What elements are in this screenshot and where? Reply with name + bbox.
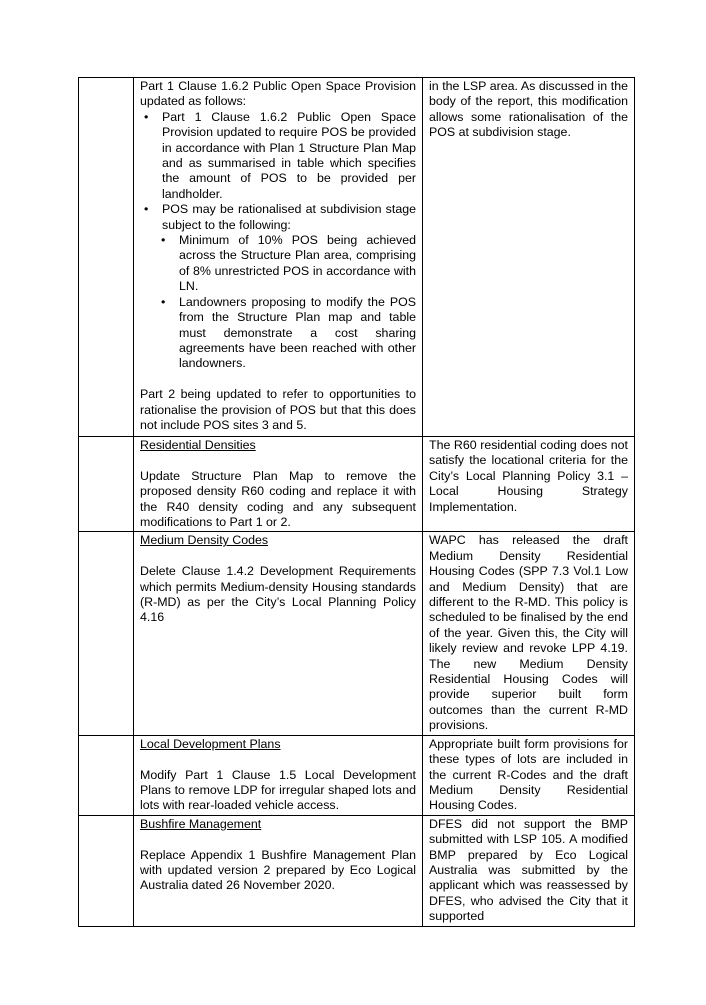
modification-text: Modify Part 1 Clause 1.5 Local Development Plans to remove LDP for irregular shaped lots and lots with rear-loaded vehicle access. [140, 767, 416, 813]
table-row [79, 735, 635, 815]
sub-bullet-list [140, 233, 416, 372]
table-row [79, 78, 635, 437]
closing-paragraph: Part 2 being updated to refer to opportunities to rationalise the provision of POS but that this does not include POS sites 3 and 5. [140, 387, 416, 432]
comment-text: in the LSP area. As discussed in the body of the report, this modification allows some rationalisation of the POS at subdivision stage. [429, 79, 628, 140]
number-cell [79, 815, 134, 926]
table-row [79, 815, 635, 926]
number-cell [79, 78, 134, 437]
list-item [140, 202, 416, 371]
modification-cell [134, 437, 423, 532]
comment-cell [423, 78, 635, 437]
comment-cell [423, 437, 635, 532]
number-cell [79, 735, 134, 815]
modifications-table [78, 77, 635, 927]
comment-text: The R60 residential coding does not satisfy the locational criteria for the City’s Local Planning Policy 3.1 – Local Housing Strategy Implementation. [429, 438, 628, 514]
table-row [79, 437, 635, 532]
row-heading: Medium Density Codes [140, 533, 269, 548]
number-cell [79, 532, 134, 735]
comment-text: Appropriate built form provisions for these types of lots are included in the current R-Codes and the draft Medium Density Residential Housing Codes. [429, 736, 628, 813]
row-heading: Local Development Plans [140, 736, 281, 751]
comment-cell [423, 532, 635, 735]
modification-cell [134, 735, 423, 815]
comment-text: DFES did not support the BMP submitted with LSP 105. A modified BMP prepared by Eco Logical Australia was submitted by the applicant which was reassessed by DFES, who advised the City that it supported [429, 816, 628, 924]
list-item: • Minimum of 10% POS being achieved across the Structure Plan area, comprising of 8% unrestricted POS in accordance with LN. [140, 233, 416, 295]
table-row [79, 532, 635, 735]
modification-cell [134, 532, 423, 735]
bullet-list [140, 110, 416, 372]
comment-cell [423, 815, 635, 926]
list-item: • Part 1 Clause 1.6.2 Public Open Space Provision updated to require POS be provided in accordance with Plan 1 Structure Plan Map and as summarised in table which specifies the amount of POS to be provided per landholder. [140, 110, 416, 202]
comment-text: WAPC has released the draft Medium Density Residential Housing Codes (SPP 7.3 Vol.1 Low and Medium Density) that are different to the R-MD. This policy is scheduled to be finalised by the end of the year. Given this, the City will likely review and revoke LPP 4.19. The new Medium Density Residential Housing Codes will provide superior built form outcomes than the current R-MD provisions. [429, 533, 628, 733]
list-item: • Landowners proposing to modify the POS from the Structure Plan map and table must demonstrate a cost sharing agreements have been reached with other landowners. [140, 295, 416, 372]
modification-text: Delete Clause 1.4.2 Development Requirements which permits Medium-density Housing standards (R-MD) as per the City’s Local Planning Policy 4.16 [140, 564, 416, 625]
number-cell [79, 437, 134, 532]
clause-intro: Part 1 Clause 1.6.2 Public Open Space Provision updated as follows: [140, 79, 416, 109]
modification-cell [134, 78, 423, 437]
modification-cell [134, 815, 423, 926]
row-heading: Residential Densities [140, 438, 256, 452]
modification-text: Replace Appendix 1 Bushfire Management Plan with updated version 2 prepared by Eco Logical Australia dated 26 November 2020. [140, 847, 416, 893]
modification-text: Update Structure Plan Map to remove the proposed density R60 coding and replace it with the R40 density coding and any subsequent modifications to Part 1 or 2. [140, 468, 416, 530]
list-item-text: POS may be rationalised at subdivision stage subject to the following: [162, 202, 416, 232]
comment-cell [423, 735, 635, 815]
row-heading: Bushfire Management [140, 816, 262, 831]
